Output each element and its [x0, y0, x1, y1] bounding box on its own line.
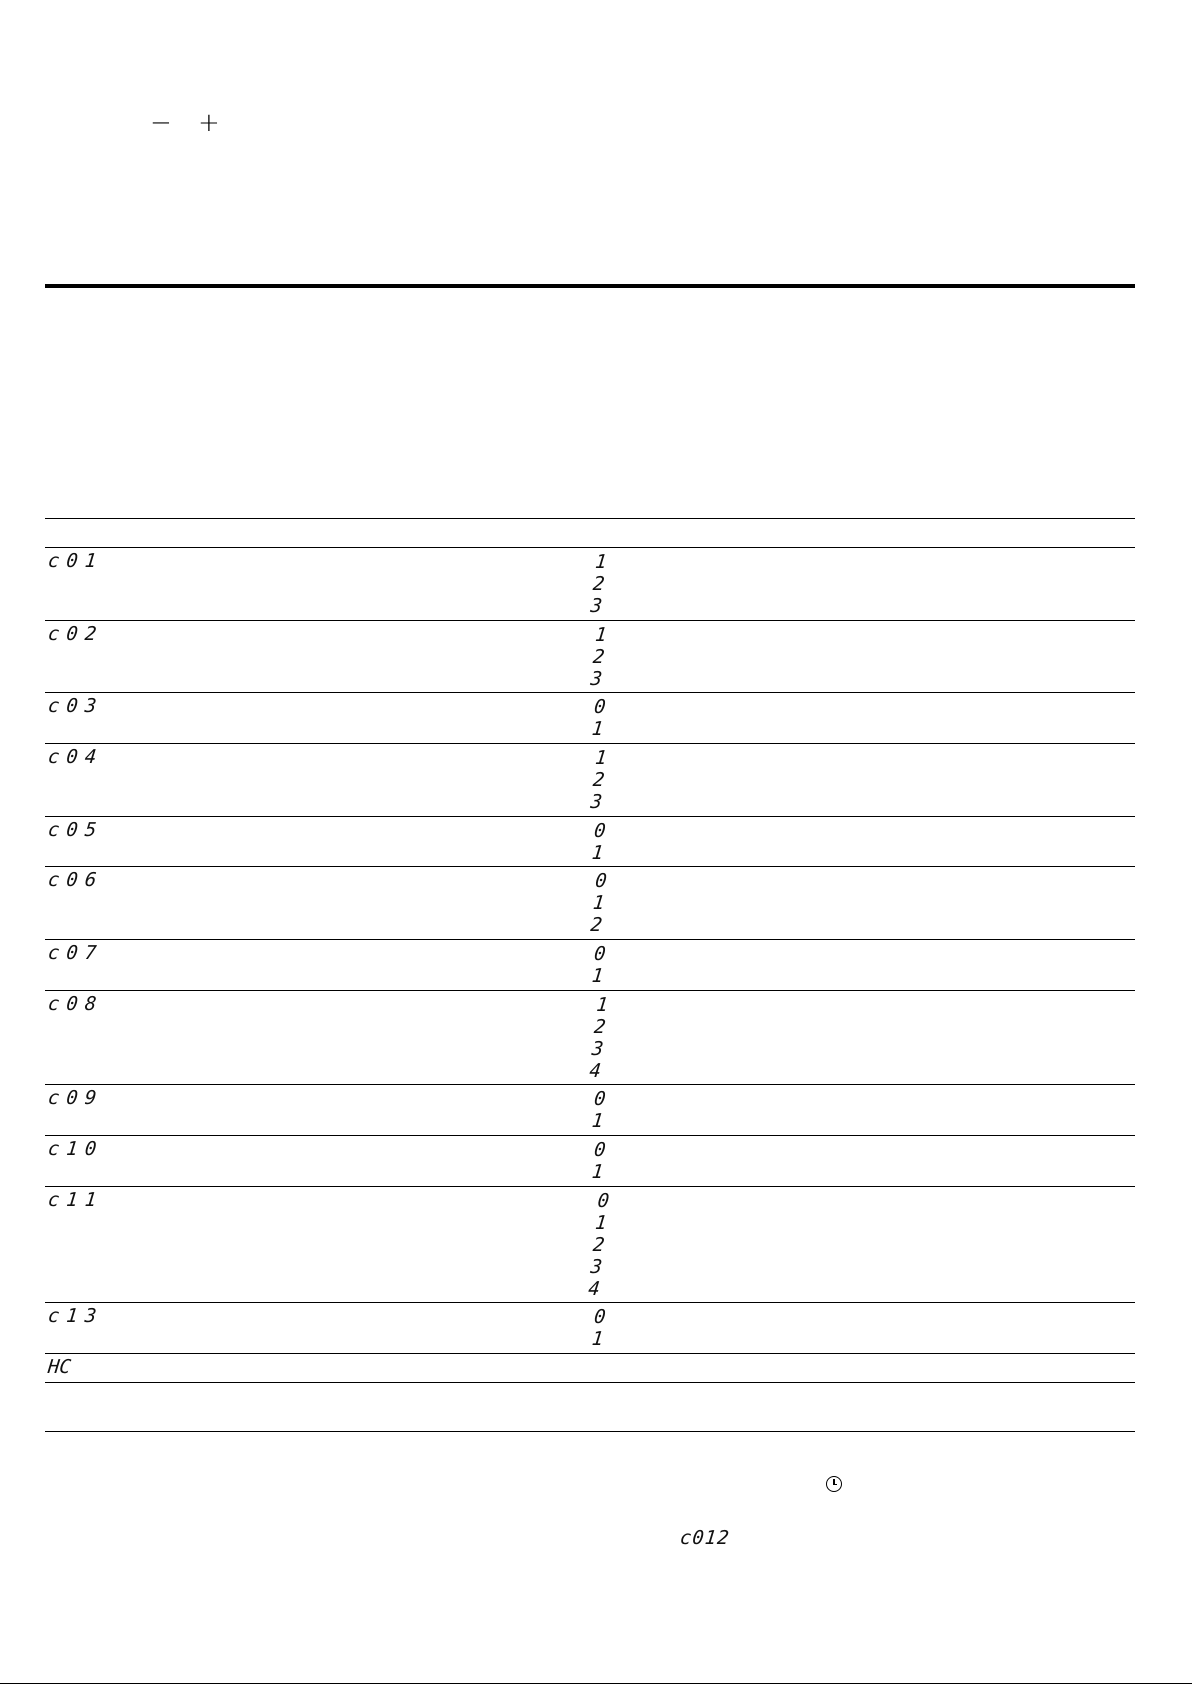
setting-code: HC — [46, 1356, 73, 1378]
table-row — [45, 692, 1135, 743]
table-row — [45, 990, 1135, 1085]
table-bottom-rule — [45, 1431, 1135, 1432]
section-divider — [45, 284, 1135, 288]
setting-code: c01 — [46, 550, 105, 572]
table-row — [45, 1135, 1135, 1186]
table-top-rule — [45, 518, 1135, 519]
page-bottom-edge — [0, 1683, 1192, 1684]
plus-icon: + — [198, 108, 220, 138]
display-code: c012 — [678, 1527, 731, 1549]
table-row — [45, 743, 1135, 816]
setting-values: 1 2 3 — [589, 624, 608, 690]
setting-code: c03 — [46, 695, 105, 717]
table-row — [45, 620, 1135, 693]
setting-values: 0 1 — [590, 943, 607, 987]
setting-code: c09 — [46, 1087, 105, 1109]
table-row — [45, 1353, 1135, 1382]
setting-values: 0 1 — [590, 1088, 607, 1132]
setting-code: c10 — [46, 1138, 105, 1160]
clock-icon — [826, 1476, 842, 1492]
setting-code: c05 — [46, 819, 105, 841]
setting-values: 1 2 3 4 — [588, 994, 610, 1082]
setting-values: 0 1 — [590, 696, 607, 740]
setting-values: 1 2 3 — [589, 551, 608, 617]
setting-code: c04 — [46, 746, 105, 768]
table-row-divider — [45, 1382, 1135, 1383]
setting-values: 0 1 2 3 4 — [587, 1190, 611, 1300]
setting-values: 0 1 2 — [589, 870, 608, 936]
table-row — [45, 939, 1135, 990]
setting-code: c13 — [46, 1305, 105, 1327]
setting-code: c11 — [46, 1189, 105, 1211]
setting-values: 0 1 — [590, 1306, 607, 1350]
setting-code: c08 — [46, 993, 105, 1015]
setting-values: 0 1 — [590, 820, 607, 864]
table-row — [45, 816, 1135, 867]
table-row — [45, 547, 1135, 620]
table-row — [45, 1084, 1135, 1135]
setting-code: c02 — [46, 623, 105, 645]
minus-icon: − — [150, 108, 172, 138]
setting-values: 0 1 — [590, 1139, 607, 1183]
table-row — [45, 1186, 1135, 1303]
setting-values: 1 2 3 — [589, 747, 608, 813]
setting-code: c07 — [46, 942, 105, 964]
table-row — [45, 866, 1135, 939]
setting-code: c06 — [46, 869, 105, 891]
table-row — [45, 1302, 1135, 1353]
